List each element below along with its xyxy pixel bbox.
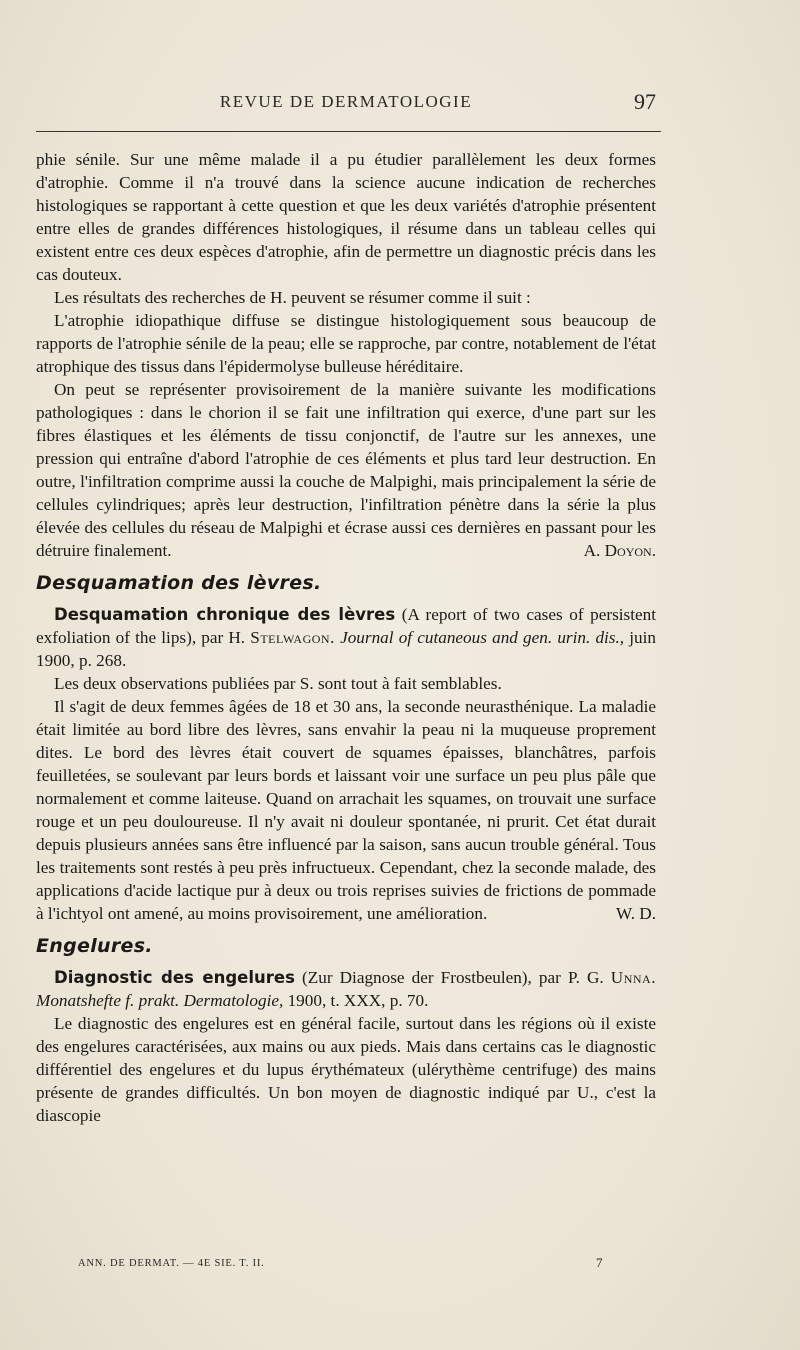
author-unna: Unna. (610, 968, 657, 987)
paragraph-modifications (36, 378, 656, 562)
header-rule (36, 131, 661, 132)
footer-sheet-number: 7 (596, 1255, 603, 1270)
paragraph-results: Les résultats des recherches de H. peuvent se résumer comme il suit : (54, 288, 531, 307)
paragraph-diagnostic: Le diagnostic des engelures est en général facile, surtout dans les régions où il existe des engelures caractérisées, aux mains ou aux pieds. Mais dans certains cas le diagnostic différentiel des engelures et du lupus érythémateux (ulérythème centrifuge) des mains présente de grandes difficultés. Un bon moyen de diagnostic indiqué par U., c'est la diascopie (36, 1014, 656, 1125)
entry-rest-desquamation: (A report of two cases of persistent exfoliation of the lips), par H. (36, 605, 657, 647)
page-number: 97 (634, 89, 656, 114)
paragraph-description (36, 695, 656, 925)
section-heading-desquamation: Desquamation des lèvres. (36, 572, 322, 594)
entry-title-desquamation: Desquamation chronique des lèvres (54, 605, 396, 624)
paragraph-description-text: Il s'agit de deux femmes âgées de 18 et 30 ans, la seconde neurasthénique. La maladie était limitée au bord libre des lèvres, sans envahir la peau ni la muqueuse proprement dites. Le bord des lèvres était couvert de squames épaisses, blanchâtres, parfois feuilletées, se soulevant par leurs bords et laissant voir une surface un peu plus pâle que normalement et comme laiteuse. Quand on arrachait les squames, on trouvait une surface rouge et un peu douloureuse. Il n'y avait ni douleur spontanée, ni prurit. Cet état durait depuis plusieurs années sans être influencé par la saison, sans aucun trouble général. Tous les traitements sont restés à peu près infructueux. Cependant, chez la seconde malade, des applications d'acide lactique pur à deux ou trois reprises suivies de frictions de pommade à l'ichtyol ont amené, au moins provisoirement, une amélioration. (36, 697, 656, 923)
signature-wd: W. D. (616, 904, 656, 923)
journal-monatshefte: Monatshefte f. prakt. Dermatologie, (36, 991, 284, 1010)
body-text (36, 148, 656, 1127)
footer-signature-mark: ANN. DE DERMAT. — 4E SIE. T. II. (78, 1258, 265, 1269)
entry-citation-desquamation (36, 603, 656, 672)
section-heading-engelures: Engelures. (36, 935, 153, 957)
signature-doyon: A. Doyon. (583, 541, 656, 560)
entry-citation-engelures (36, 966, 656, 1012)
entry-title-engelures: Diagnostic des engelures (54, 968, 295, 987)
paragraph-observations: Les deux observations publiées par S. sont tout à fait semblables. (54, 674, 502, 693)
entry-rest-engelures: (Zur Diagnose der Frostbeulen), par P. G. (302, 968, 604, 987)
paragraph-continuation: phie sénile. Sur une même malade il a pu étudier parallèlement les deux formes d'atrophie. Comme il n'a trouvé dans la science aucune indication de recherches histologiques se rapportant à cette question et que les deux variétés d'atrophie présentent entre elles de grandes différences histologiques, il résume dans un tableau celles qui existent entre ces deux espèces d'atrophie, afin de permettre un diagnostic précis dans les cas douteux. (36, 150, 656, 284)
paragraph-modifications-text: On peut se représenter provisoirement de la manière suivante les modifications pathologiques : dans le chorion il se fait une infiltration qui exerce, d'une part sur les fibres élastiques et les éléments de tissu conjonctif, de l'autre sur les annexes, une pression qui entraîne d'abord l'atrophie de ces éléments et plus tard leur destruction. En outre, l'infiltration comprime aussi la couche de Malpighi, mais principalement la série de cellules cylindriques; après leur destruction, l'infiltration pénètre dans la série la plus élevée des cellules du réseau de Malpighi et écrase aussi ces dernières en passant pour les détruire finalement. (36, 380, 656, 560)
paragraph-atrophy: L'atrophie idiopathique diffuse se distingue histologiquement sous beaucoup de rapports de l'atrophie sénile de la peau; elle se rapproche, par contre, notablement de l'état atrophique des tissus dans l'épidermolyse bulleuse héréditaire. (36, 311, 656, 376)
running-title: REVUE DE DERMATOLOGIE (219, 92, 473, 111)
page-footer (36, 1255, 656, 1278)
journal-cutaneous: Journal of cutaneous and gen. urin. dis., (340, 628, 625, 647)
page-header (36, 89, 656, 132)
author-stelwagon: Stelwagon. (250, 628, 335, 647)
citation-tail-engelures: 1900, t. XXX, p. 70. (287, 991, 429, 1010)
citation-tail-desquamation: juin 1900, p. 268. (36, 628, 657, 670)
